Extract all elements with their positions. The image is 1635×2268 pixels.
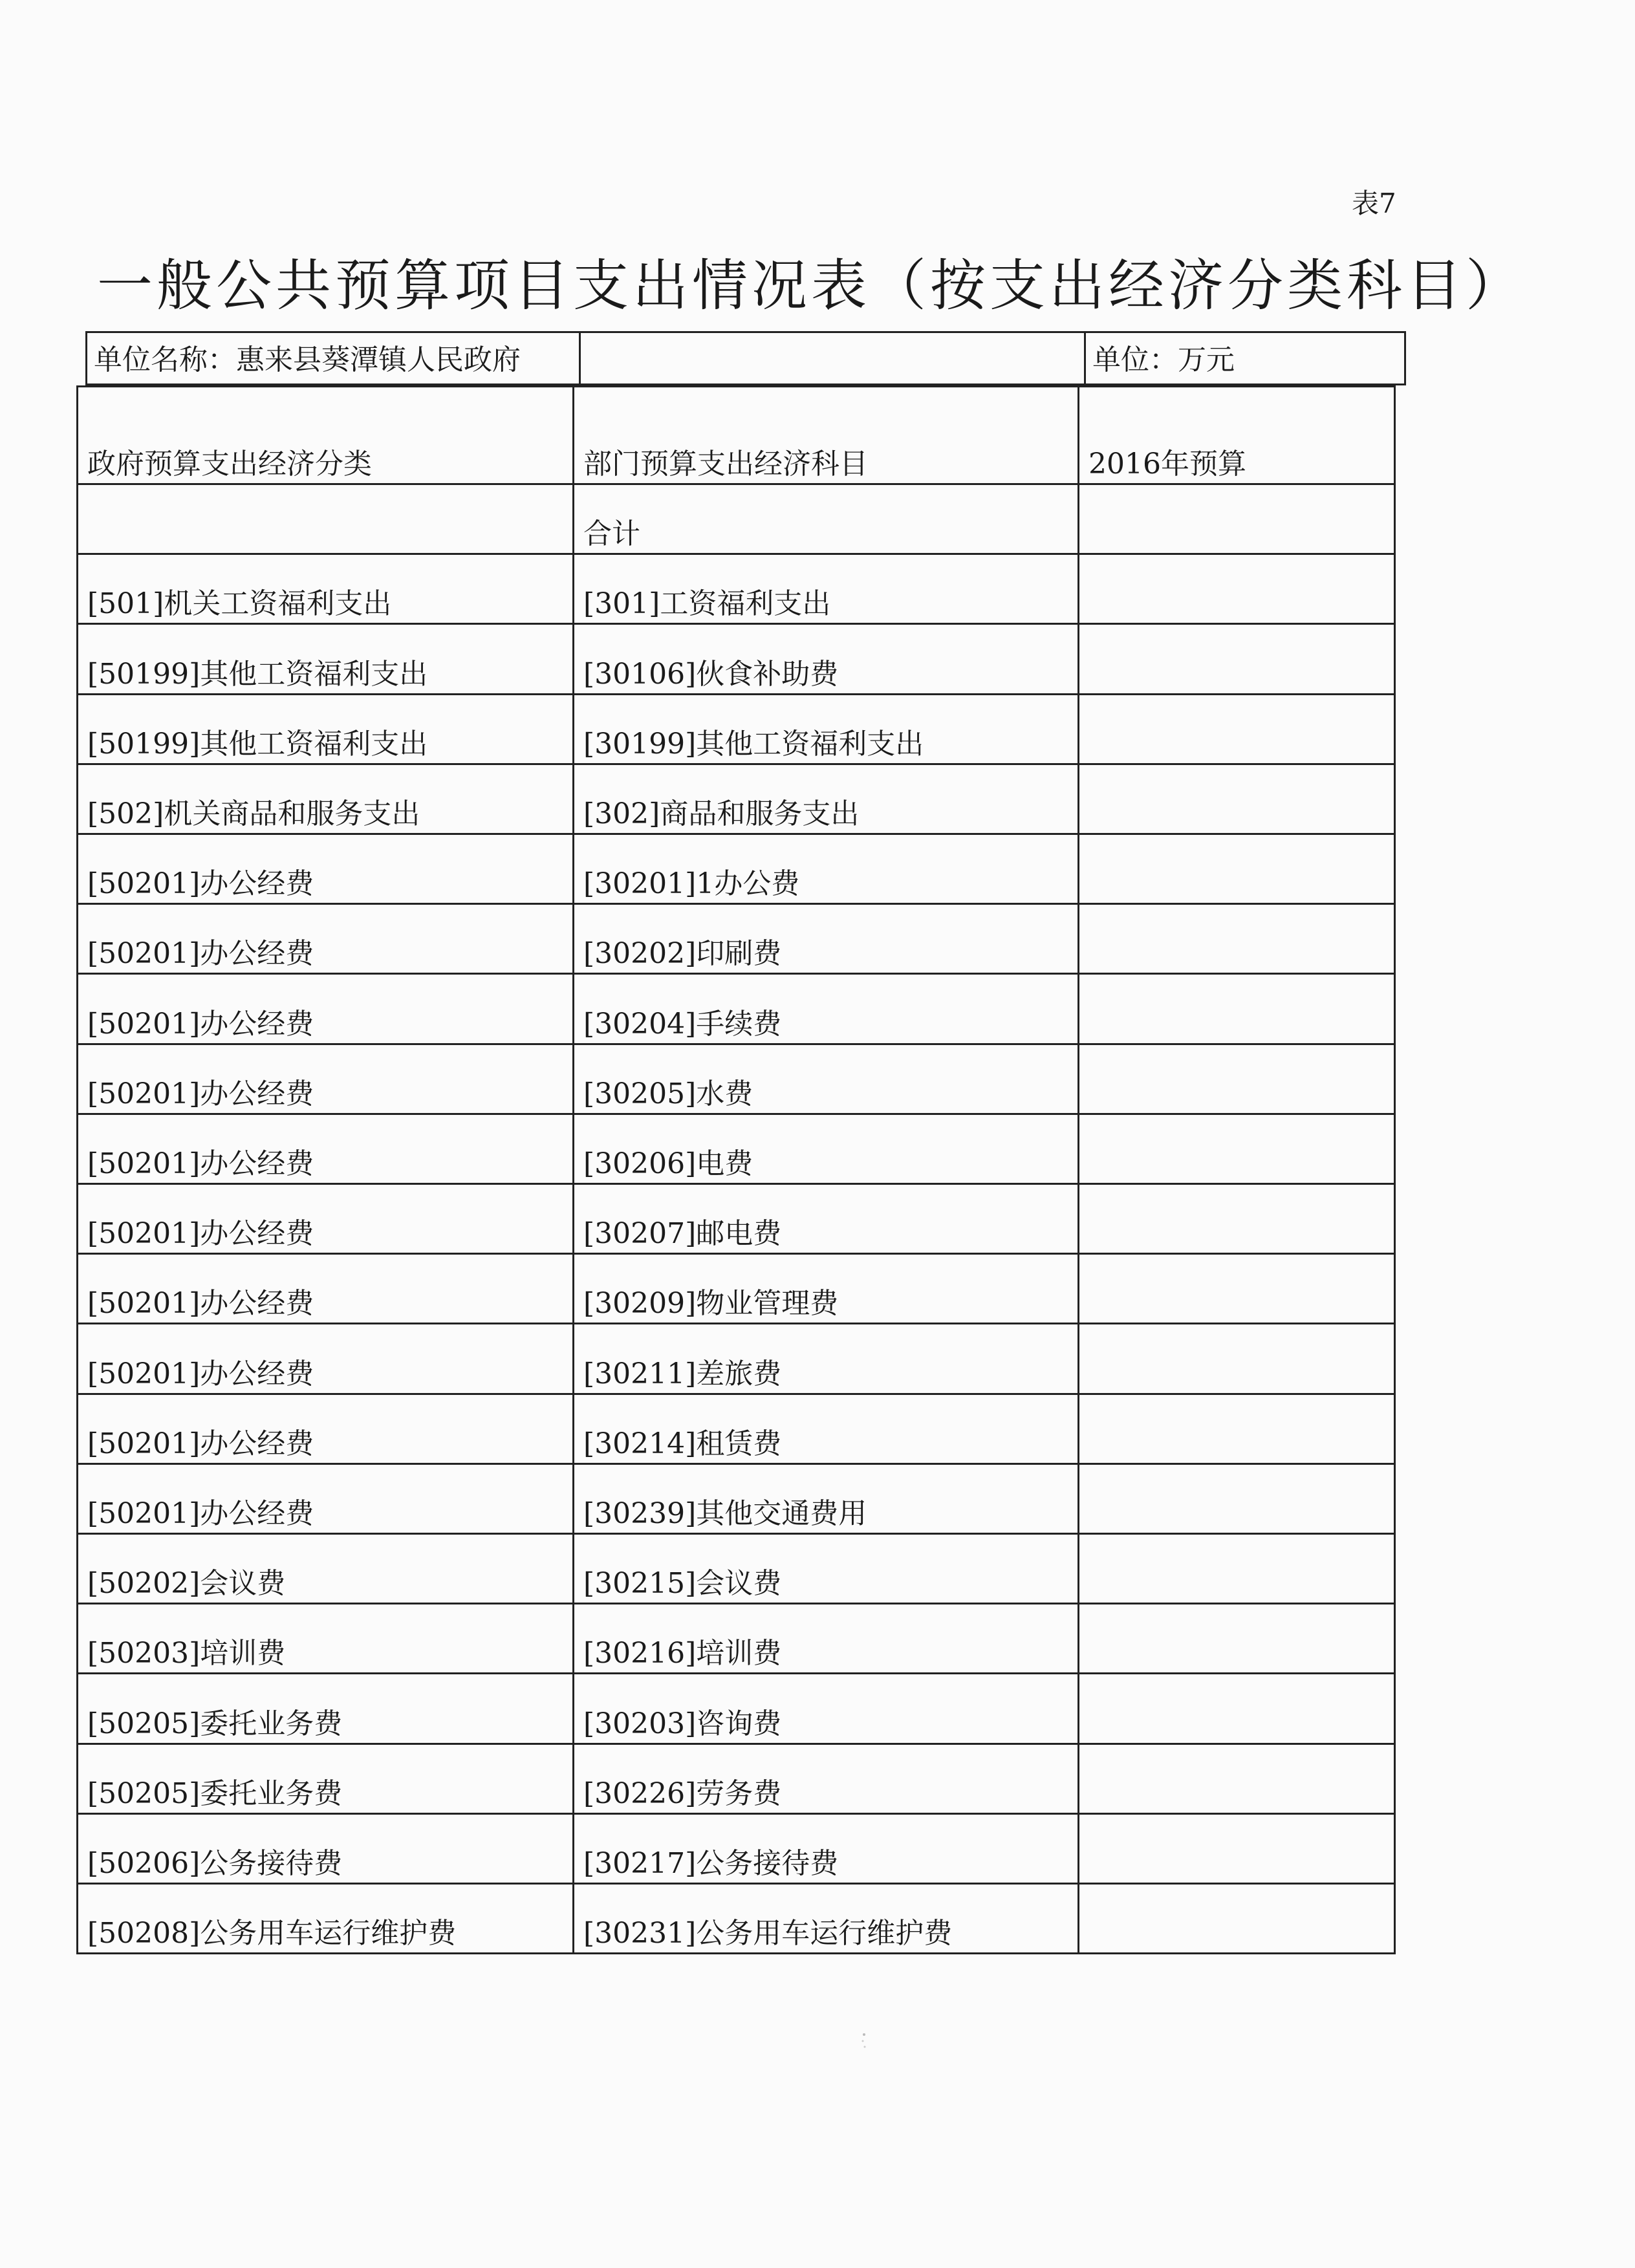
dept-subject-cell: [30231]公务用车运行维护费 [572, 1883, 1079, 1954]
budget-amount-cell [1077, 973, 1396, 1044]
total-row [76, 483, 1396, 555]
budget-amount-cell [1077, 1043, 1396, 1115]
dept-subject-cell: [30199]其他工资福利支出 [572, 693, 1079, 765]
gov-classification-cell: [50201]办公经费 [76, 903, 574, 975]
header-gov-classification: 政府预算支出经济分类 [76, 385, 574, 485]
dept-subject-cell: [30106]伙食补助费 [572, 623, 1079, 695]
budget-amount-cell [1077, 1113, 1396, 1185]
dept-subject-cell: [30239]其他交通费用 [572, 1463, 1079, 1535]
table-row [76, 1743, 1396, 1815]
budget-amount-cell [1077, 1253, 1396, 1324]
budget-amount-cell [1077, 1323, 1396, 1394]
budget-amount-cell [1077, 1533, 1396, 1604]
scan-smudge [860, 2031, 868, 2050]
gov-classification-cell: [50201]办公经费 [76, 1253, 574, 1324]
gov-classification-cell: [50199]其他工资福利支出 [76, 693, 574, 765]
table-row [76, 1253, 1396, 1324]
budget-amount-cell [1077, 693, 1396, 765]
gov-classification-cell: [501]机关工资福利支出 [76, 553, 574, 625]
page-title: 一般公共预算项目支出情况表（按支出经济分类科目） [97, 254, 1525, 318]
dept-subject-cell: [30202]印刷费 [572, 903, 1079, 975]
dept-subject-cell: [30226]劳务费 [572, 1743, 1079, 1815]
table-row [76, 693, 1396, 765]
dept-subject-cell: [302]商品和服务支出 [572, 763, 1079, 835]
gov-classification-cell: [50201]办公经费 [76, 973, 574, 1044]
table-row [76, 1043, 1396, 1115]
unit-row-blank-cell [579, 331, 1086, 385]
budget-amount-cell [1077, 1743, 1396, 1815]
table-row [76, 1113, 1396, 1185]
budget-amount-cell [1077, 1883, 1396, 1954]
budget-amount-cell [1077, 903, 1396, 975]
gov-classification-cell: [50203]培训费 [76, 1603, 574, 1674]
budget-amount-cell [1077, 833, 1396, 905]
table-row [76, 1183, 1396, 1255]
budget-amount-cell [1077, 1603, 1396, 1674]
dept-subject-cell: [30214]租赁费 [572, 1393, 1079, 1465]
dept-subject-cell: [30215]会议费 [572, 1533, 1079, 1604]
dept-subject-cell: [30211]差旅费 [572, 1323, 1079, 1394]
budget-amount-cell [1077, 1463, 1396, 1535]
budget-amount-cell [1077, 1393, 1396, 1465]
org-name-cell: 单位名称：惠来县葵潭镇人民政府 [85, 331, 581, 385]
budget-amount-cell [1077, 1813, 1396, 1885]
budget-amount-cell [1077, 623, 1396, 695]
header-budget-2016: 2016年预算 [1077, 385, 1396, 485]
table-row [76, 1393, 1396, 1465]
gov-classification-cell: [50201]办公经费 [76, 1463, 574, 1535]
gov-classification-cell: [50206]公务接待费 [76, 1813, 574, 1885]
table-row [76, 833, 1396, 905]
table-row [76, 1323, 1396, 1394]
table-header-row [76, 385, 1396, 485]
dept-subject-cell: [30201]1办公费 [572, 833, 1079, 905]
dept-subject-cell: [30203]咨询费 [572, 1672, 1079, 1744]
unit-info-row [85, 331, 1406, 385]
gov-classification-cell: [50201]办公经费 [76, 1043, 574, 1115]
currency-unit-cell: 单位：万元 [1084, 331, 1406, 385]
dept-subject-cell: [30217]公务接待费 [572, 1813, 1079, 1885]
budget-amount-cell [1077, 763, 1396, 835]
table-row [76, 1883, 1396, 1954]
dept-subject-cell: [30205]水费 [572, 1043, 1079, 1115]
gov-classification-cell: [502]机关商品和服务支出 [76, 763, 574, 835]
table-row [76, 1603, 1396, 1674]
table-number: 表7 [1352, 188, 1396, 219]
dept-subject-cell: [301]工资福利支出 [572, 553, 1079, 625]
gov-classification-cell: [50205]委托业务费 [76, 1672, 574, 1744]
gov-classification-cell: [50201]办公经费 [76, 1323, 574, 1394]
gov-classification-cell [76, 483, 574, 555]
table-row [76, 1533, 1396, 1604]
table-row [76, 553, 1396, 625]
budget-amount-cell [1077, 1672, 1396, 1744]
budget-amount-cell [1077, 553, 1396, 625]
dept-subject-cell: [30216]培训费 [572, 1603, 1079, 1674]
table-row [76, 973, 1396, 1044]
table-row [76, 903, 1396, 975]
gov-classification-cell: [50201]办公经费 [76, 1113, 574, 1185]
table-row [76, 763, 1396, 835]
dept-subject-cell: [30207]邮电费 [572, 1183, 1079, 1255]
header-dept-subject: 部门预算支出经济科目 [572, 385, 1079, 485]
budget-amount-cell [1077, 483, 1396, 555]
gov-classification-cell: [50201]办公经费 [76, 1393, 574, 1465]
gov-classification-cell: [50201]办公经费 [76, 833, 574, 905]
gov-classification-cell: [50205]委托业务费 [76, 1743, 574, 1815]
dept-subject-cell: [30209]物业管理费 [572, 1253, 1079, 1324]
dept-subject-cell: [30206]电费 [572, 1113, 1079, 1185]
table-row [76, 1463, 1396, 1535]
table-row [76, 1813, 1396, 1885]
table-row [76, 1672, 1396, 1744]
dept-subject-cell: [30204]手续费 [572, 973, 1079, 1044]
table-row [76, 623, 1396, 695]
gov-classification-cell: [50199]其他工资福利支出 [76, 623, 574, 695]
dept-subject-cell: 合计 [572, 483, 1079, 555]
gov-classification-cell: [50208]公务用车运行维护费 [76, 1883, 574, 1954]
gov-classification-cell: [50201]办公经费 [76, 1183, 574, 1255]
gov-classification-cell: [50202]会议费 [76, 1533, 574, 1604]
budget-amount-cell [1077, 1183, 1396, 1255]
